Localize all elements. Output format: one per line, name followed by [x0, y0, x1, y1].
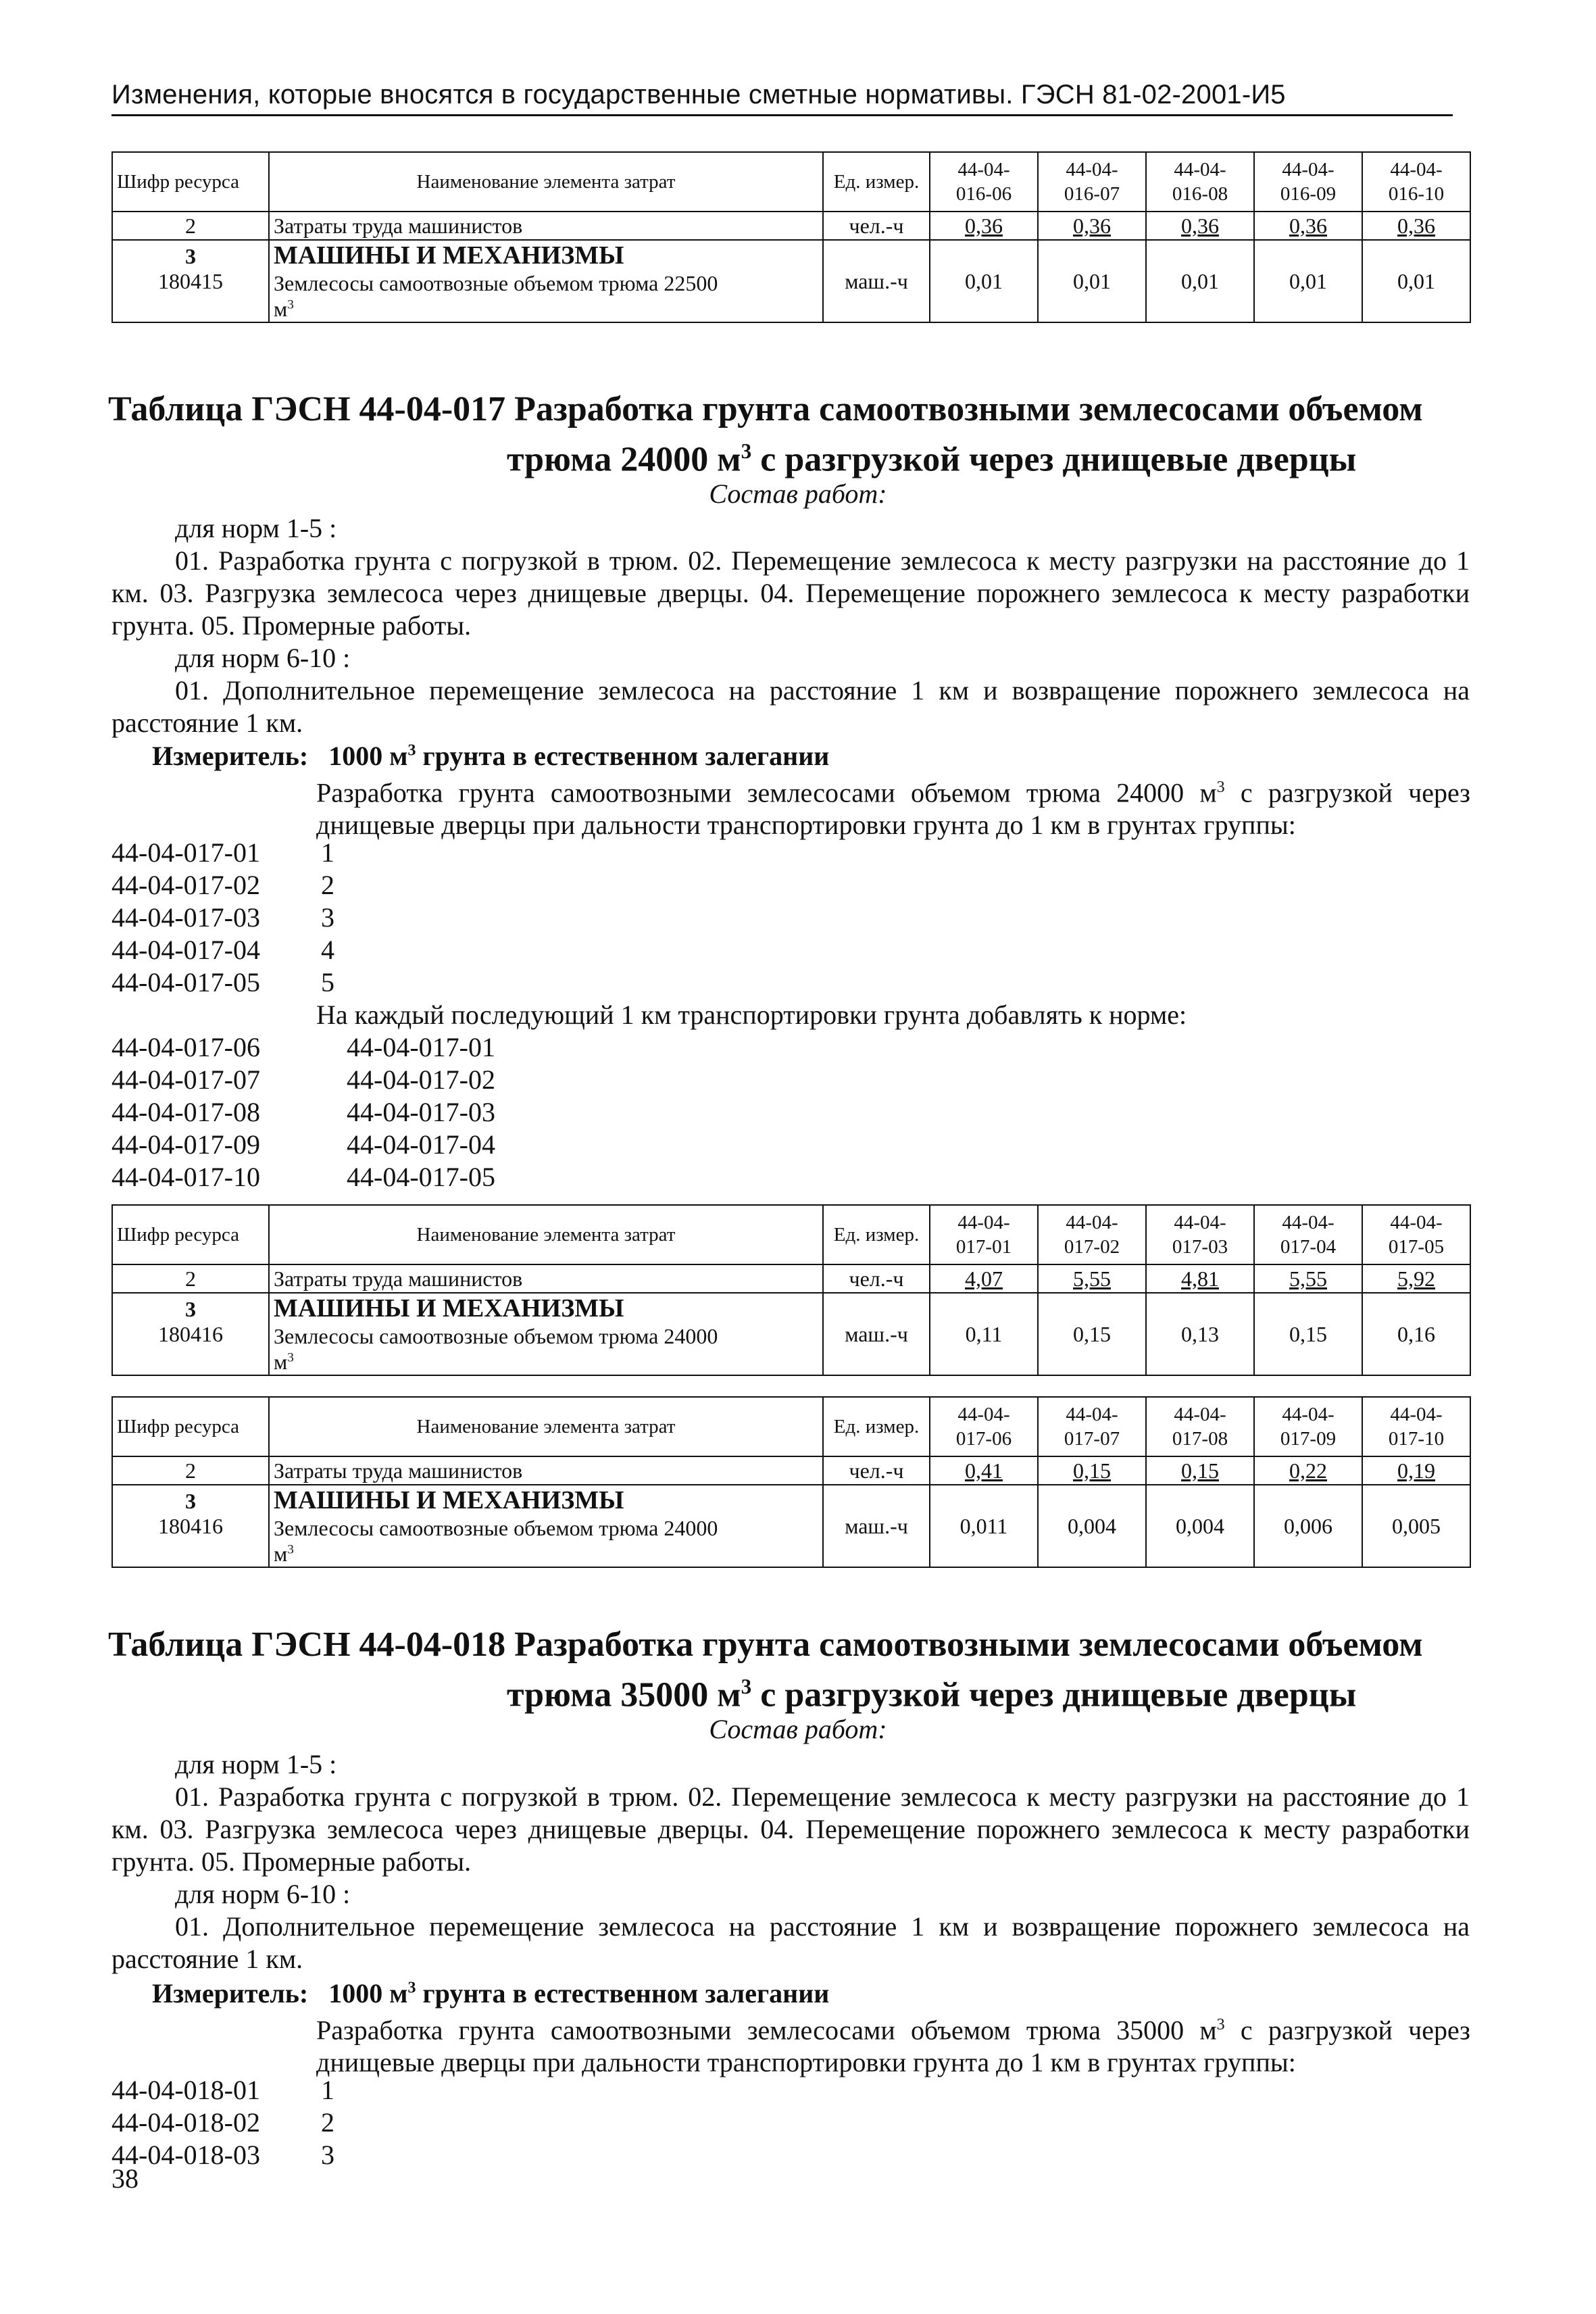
col-header-code: Шифр ресурса — [112, 1205, 269, 1264]
col-header-unit: Ед. измер. — [823, 152, 930, 212]
composition-label: Состав работ: — [709, 1714, 887, 1744]
col-header-name: Наименование элемента затрат — [269, 152, 823, 212]
resource-table-016 — [111, 151, 1471, 323]
col-header-name: Наименование элемента затрат — [269, 1205, 823, 1264]
col-header-norm: 44-04- 017-08 — [1146, 1397, 1254, 1456]
works-1-5-text: 01. Разработка грунта с погрузкой в трюм. 02. Перемещение землесоса к месту разгрузки на расстояние до 1 км. 03. Разгрузка землесоса через днищевые дверцы. 04. Перемещение порожнего землесоса к месту разработки грунта. 05. Промерные работы. — [111, 545, 1470, 641]
norm-codes-list — [111, 2074, 334, 2171]
col-header-norm: 44-04- 017-02 — [1038, 1205, 1146, 1264]
measure-line: Измеритель: 1000 $м^3$ грунта в естественном залегании — [152, 741, 830, 771]
table-row: 3 180416 МАШИНЫ И МЕХАНИЗМЫ Землесосы самоотвозные объемом трюма 24000 $м^3$ маш.-ч 0,011 0,004 0,004 0,006 0,005 — [112, 1485, 1470, 1567]
list-item: 44-04-018-02 2 — [111, 2107, 334, 2138]
col-header-name: Наименование элемента затрат — [269, 1397, 823, 1456]
composition-label: Состав работ: — [709, 478, 887, 509]
additional-km-text: На каждый последующий 1 км транспортировки грунта добавлять к норме: — [316, 1000, 1187, 1030]
col-header-norm: 44-04- 016-09 — [1254, 152, 1362, 212]
resource-table-017-a — [111, 1204, 1471, 1376]
col-header-norm: 44-04- 017-04 — [1254, 1205, 1362, 1264]
col-header-norm: 44-04- 016-10 — [1362, 152, 1470, 212]
col-header-norm: 44-04- 017-07 — [1038, 1397, 1146, 1456]
col-header-norm: 44-04- 017-06 — [930, 1397, 1038, 1456]
work-description: Разработка грунта самоотвозными землесосами объемом трюма 24000 $м^3$ с разгрузкой через днищевые дверцы при дальности транспортировки грунта до 1 км в грунтах группы: — [316, 777, 1470, 841]
work-description: Разработка грунта самоотвозными землесосами объемом трюма 35000 $м^3$ с разгрузкой через днищевые дверцы при дальности транспортировки грунта до 1 км в грунтах группы: — [316, 2015, 1470, 2078]
resource-table-017-b — [111, 1396, 1471, 1568]
list-item: 44-04-017-02 2 — [111, 870, 334, 900]
list-item: 44-04-017-05 5 — [111, 967, 334, 998]
col-header-code: Шифр ресурса — [112, 152, 269, 212]
works-6-10-text: 01. Дополнительное перемещение землесоса на расстояние 1 км и возвращение порожнего землесоса на расстояние 1 км. — [111, 675, 1470, 738]
table-row: 3 180415 МАШИНЫ И МЕХАНИЗМЫ Землесосы самоотвозные объемом трюма 22500 $м^3$ маш.-ч 0,01 0,01 0,01 0,01 0,01 — [112, 240, 1470, 322]
norms-6-10-label: для норм 6-10 : — [175, 1879, 351, 1909]
col-header-norm: 44-04- 016-06 — [930, 152, 1038, 212]
col-header-norm: 44-04- 017-01 — [930, 1205, 1038, 1264]
col-header-norm: 44-04- 016-08 — [1146, 152, 1254, 212]
works-1-5-text: 01. Разработка грунта с погрузкой в трюм. 02. Перемещение землесоса к месту разгрузки на расстояние до 1 км. 03. Разгрузка землесоса через днищевые дверцы. 04. Перемещение порожнего землесоса к месту разработки грунта. 05. Промерные работы. — [111, 1781, 1470, 1877]
list-item: 44-04-017-08 44-04-017-03 — [111, 1097, 495, 1127]
col-header-unit: Ед. измер. — [823, 1397, 930, 1456]
table-row: 3 180416 МАШИНЫ И МЕХАНИЗМЫ Землесосы самоотвозные объемом трюма 24000 $м^3$ маш.-ч 0,11 0,15 0,13 0,15 0,16 — [112, 1293, 1470, 1375]
list-item: 44-04-017-04 4 — [111, 935, 334, 965]
norms-6-10-label: для норм 6-10 : — [175, 643, 351, 673]
list-item: 44-04-018-01 1 — [111, 2075, 334, 2105]
measure-line: Измеритель: 1000 $м^3$ грунта в естественном залегании — [152, 1978, 830, 2009]
col-header-unit: Ед. измер. — [823, 1205, 930, 1264]
norm-codes-list — [111, 837, 334, 999]
list-item: 44-04-018-03 3 — [111, 2140, 334, 2170]
additional-codes-list — [111, 1031, 495, 1193]
list-item: 44-04-017-09 44-04-017-04 — [111, 1129, 495, 1160]
works-6-10-text: 01. Дополнительное перемещение землесоса на расстояние 1 км и возвращение порожнего землесоса на расстояние 1 км. — [111, 1911, 1470, 1974]
list-item: 44-04-017-03 3 — [111, 902, 334, 933]
list-item: 44-04-017-10 44-04-017-05 — [111, 1162, 495, 1192]
col-header-norm: 44-04- 017-03 — [1146, 1205, 1254, 1264]
section-title-017: Таблица ГЭСН 44-04-017 Разработка грунта самоотвозными землесосами объемом трюма 24000 $м^3$ с разгрузкой через днищевые дверцы — [108, 390, 1423, 479]
table-row: 2 Затраты труда машинистов чел.-ч 4,07 5,55 4,81 5,55 5,92 — [112, 1264, 1470, 1293]
col-header-norm: 44-04- 017-09 — [1254, 1397, 1362, 1456]
table-row: 2 Затраты труда машинистов чел.-ч 0,36 0,36 0,36 0,36 0,36 — [112, 212, 1470, 240]
page-header: Изменения, которые вносятся в государственные сметные нормативы. ГЭСН 81-02-2001-И5 — [111, 80, 1453, 116]
list-item: 44-04-017-07 44-04-017-02 — [111, 1064, 495, 1095]
col-header-code: Шифр ресурса — [112, 1397, 269, 1456]
col-header-norm: 44-04- 016-07 — [1038, 152, 1146, 212]
list-item: 44-04-017-01 1 — [111, 837, 334, 868]
section-title-018: Таблица ГЭСН 44-04-018 Разработка грунта самоотвозными землесосами объемом трюма 35000 $м^3$ с разгрузкой через днищевые дверцы — [108, 1625, 1423, 1715]
page-number: 38 — [111, 2163, 139, 2194]
col-header-norm: 44-04- 017-05 — [1362, 1205, 1470, 1264]
list-item: 44-04-017-06 44-04-017-01 — [111, 1032, 495, 1062]
norms-1-5-label: для норм 1-5 : — [175, 1749, 337, 1779]
col-header-norm: 44-04- 017-10 — [1362, 1397, 1470, 1456]
table-row: 2 Затраты труда машинистов чел.-ч 0,41 0,15 0,15 0,22 0,19 — [112, 1456, 1470, 1485]
norms-1-5-label: для норм 1-5 : — [175, 513, 337, 543]
